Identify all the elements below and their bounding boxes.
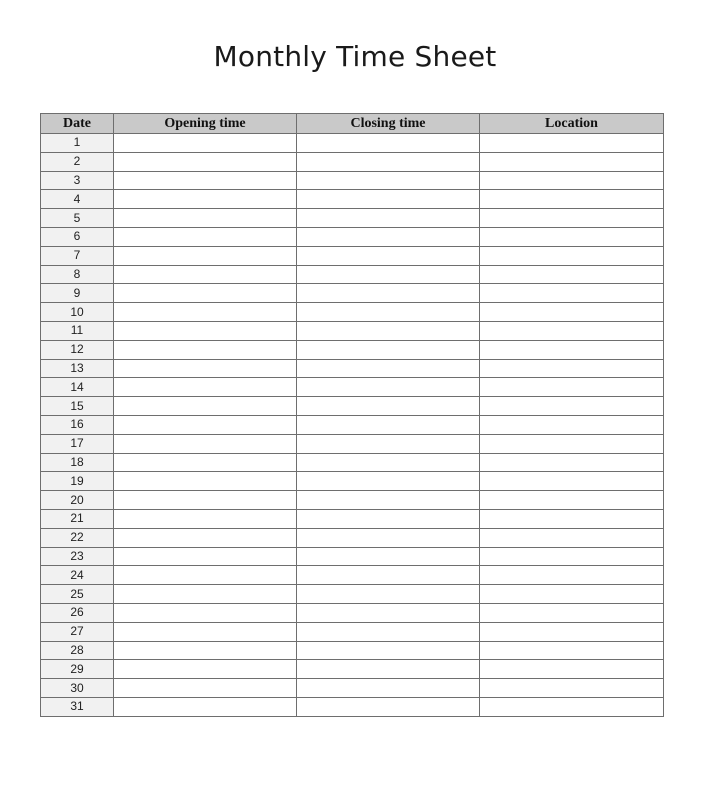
location-cell[interactable] xyxy=(480,491,664,510)
location-cell[interactable] xyxy=(480,152,664,171)
location-cell[interactable] xyxy=(480,660,664,679)
date-cell: 21 xyxy=(41,509,114,528)
location-cell[interactable] xyxy=(480,603,664,622)
table-row xyxy=(41,415,664,434)
table-row xyxy=(41,284,664,303)
date-cell: 17 xyxy=(41,434,114,453)
date-cell: 31 xyxy=(41,697,114,716)
closing-time-cell[interactable] xyxy=(297,340,480,359)
date-cell: 4 xyxy=(41,190,114,209)
closing-time-cell[interactable] xyxy=(297,359,480,378)
closing-time-cell[interactable] xyxy=(297,622,480,641)
opening-time-cell[interactable] xyxy=(114,660,297,679)
closing-time-cell[interactable] xyxy=(297,566,480,585)
page-title: Monthly Time Sheet xyxy=(213,40,497,73)
location-cell[interactable] xyxy=(480,227,664,246)
location-cell[interactable] xyxy=(480,679,664,698)
table-row xyxy=(41,622,664,641)
closing-time-cell[interactable] xyxy=(297,190,480,209)
closing-time-cell[interactable] xyxy=(297,265,480,284)
opening-time-cell[interactable] xyxy=(114,152,297,171)
opening-time-cell[interactable] xyxy=(114,491,297,510)
closing-time-cell[interactable] xyxy=(297,453,480,472)
location-cell[interactable] xyxy=(480,209,664,228)
date-cell: 3 xyxy=(41,171,114,190)
table-row xyxy=(41,697,664,716)
table-row xyxy=(41,566,664,585)
location-cell[interactable] xyxy=(480,509,664,528)
opening-time-cell[interactable] xyxy=(114,453,297,472)
closing-time-cell[interactable] xyxy=(297,679,480,698)
table-row xyxy=(41,209,664,228)
table-row xyxy=(41,134,664,153)
location-cell[interactable] xyxy=(480,641,664,660)
location-cell[interactable] xyxy=(480,321,664,340)
location-cell[interactable] xyxy=(480,246,664,265)
location-cell[interactable] xyxy=(480,359,664,378)
date-cell: 8 xyxy=(41,265,114,284)
opening-time-cell[interactable] xyxy=(114,679,297,698)
opening-time-cell[interactable] xyxy=(114,509,297,528)
opening-time-cell[interactable] xyxy=(114,340,297,359)
column-header-opening-time: Opening time xyxy=(114,114,297,134)
closing-time-cell[interactable] xyxy=(297,603,480,622)
location-cell[interactable] xyxy=(480,585,664,604)
closing-time-cell[interactable] xyxy=(297,152,480,171)
table-row xyxy=(41,603,664,622)
date-cell: 22 xyxy=(41,528,114,547)
date-cell: 2 xyxy=(41,152,114,171)
date-cell: 20 xyxy=(41,491,114,510)
date-cell: 15 xyxy=(41,397,114,416)
date-cell: 19 xyxy=(41,472,114,491)
table-row xyxy=(41,359,664,378)
opening-time-cell[interactable] xyxy=(114,641,297,660)
date-cell: 29 xyxy=(41,660,114,679)
table-row xyxy=(41,679,664,698)
closing-time-cell[interactable] xyxy=(297,660,480,679)
table-row xyxy=(41,434,664,453)
date-cell: 23 xyxy=(41,547,114,566)
opening-time-cell[interactable] xyxy=(114,528,297,547)
date-cell: 25 xyxy=(41,585,114,604)
opening-time-cell[interactable] xyxy=(114,227,297,246)
opening-time-cell[interactable] xyxy=(114,378,297,397)
table-body xyxy=(41,134,664,717)
date-cell: 6 xyxy=(41,227,114,246)
closing-time-cell[interactable] xyxy=(297,378,480,397)
date-cell: 10 xyxy=(41,303,114,322)
opening-time-cell[interactable] xyxy=(114,303,297,322)
table-row xyxy=(41,321,664,340)
opening-time-cell[interactable] xyxy=(114,697,297,716)
closing-time-cell[interactable] xyxy=(297,321,480,340)
location-cell[interactable] xyxy=(480,397,664,416)
closing-time-cell[interactable] xyxy=(297,303,480,322)
table-row xyxy=(41,472,664,491)
opening-time-cell[interactable] xyxy=(114,547,297,566)
table-row xyxy=(41,509,664,528)
opening-time-cell[interactable] xyxy=(114,415,297,434)
table-row xyxy=(41,491,664,510)
closing-time-cell[interactable] xyxy=(297,585,480,604)
location-cell[interactable] xyxy=(480,303,664,322)
closing-time-cell[interactable] xyxy=(297,397,480,416)
date-cell: 9 xyxy=(41,284,114,303)
location-cell[interactable] xyxy=(480,340,664,359)
opening-time-cell[interactable] xyxy=(114,265,297,284)
location-cell[interactable] xyxy=(480,528,664,547)
opening-time-cell[interactable] xyxy=(114,209,297,228)
closing-time-cell[interactable] xyxy=(297,134,480,153)
date-cell: 14 xyxy=(41,378,114,397)
table-row xyxy=(41,227,664,246)
location-cell[interactable] xyxy=(480,190,664,209)
column-header-date: Date xyxy=(41,114,114,134)
closing-time-cell[interactable] xyxy=(297,547,480,566)
date-cell: 11 xyxy=(41,321,114,340)
opening-time-cell[interactable] xyxy=(114,472,297,491)
location-cell[interactable] xyxy=(480,453,664,472)
time-sheet-table xyxy=(40,113,664,717)
table-row xyxy=(41,585,664,604)
table-row xyxy=(41,641,664,660)
location-cell[interactable] xyxy=(480,284,664,303)
table-row xyxy=(41,340,664,359)
closing-time-cell[interactable] xyxy=(297,209,480,228)
location-cell[interactable] xyxy=(480,171,664,190)
closing-time-cell[interactable] xyxy=(297,491,480,510)
table-row xyxy=(41,152,664,171)
opening-time-cell[interactable] xyxy=(114,190,297,209)
date-cell: 18 xyxy=(41,453,114,472)
table-row xyxy=(41,547,664,566)
table-row xyxy=(41,660,664,679)
closing-time-cell[interactable] xyxy=(297,472,480,491)
opening-time-cell[interactable] xyxy=(114,566,297,585)
opening-time-cell[interactable] xyxy=(114,397,297,416)
date-cell: 12 xyxy=(41,340,114,359)
closing-time-cell[interactable] xyxy=(297,434,480,453)
opening-time-cell[interactable] xyxy=(114,246,297,265)
location-cell[interactable] xyxy=(480,566,664,585)
date-cell: 7 xyxy=(41,246,114,265)
date-cell: 5 xyxy=(41,209,114,228)
location-cell[interactable] xyxy=(480,134,664,153)
date-cell: 27 xyxy=(41,622,114,641)
closing-time-cell[interactable] xyxy=(297,641,480,660)
opening-time-cell[interactable] xyxy=(114,434,297,453)
opening-time-cell[interactable] xyxy=(114,622,297,641)
date-cell: 13 xyxy=(41,359,114,378)
column-header-location: Location xyxy=(480,114,664,134)
opening-time-cell[interactable] xyxy=(114,171,297,190)
location-cell[interactable] xyxy=(480,378,664,397)
date-cell: 26 xyxy=(41,603,114,622)
date-cell: 30 xyxy=(41,679,114,698)
column-header-closing-time: Closing time xyxy=(297,114,480,134)
opening-time-cell[interactable] xyxy=(114,284,297,303)
table-row xyxy=(41,397,664,416)
closing-time-cell[interactable] xyxy=(297,284,480,303)
opening-time-cell[interactable] xyxy=(114,359,297,378)
table-row xyxy=(41,303,664,322)
table-row xyxy=(41,171,664,190)
location-cell[interactable] xyxy=(480,622,664,641)
header-row xyxy=(41,114,664,134)
location-cell[interactable] xyxy=(480,434,664,453)
table-row xyxy=(41,265,664,284)
opening-time-cell[interactable] xyxy=(114,321,297,340)
closing-time-cell[interactable] xyxy=(297,415,480,434)
location-cell[interactable] xyxy=(480,415,664,434)
closing-time-cell[interactable] xyxy=(297,528,480,547)
table-row xyxy=(41,453,664,472)
closing-time-cell[interactable] xyxy=(297,509,480,528)
closing-time-cell[interactable] xyxy=(297,227,480,246)
location-cell[interactable] xyxy=(480,547,664,566)
closing-time-cell[interactable] xyxy=(297,697,480,716)
location-cell[interactable] xyxy=(480,472,664,491)
closing-time-cell[interactable] xyxy=(297,246,480,265)
date-cell: 28 xyxy=(41,641,114,660)
opening-time-cell[interactable] xyxy=(114,585,297,604)
table-row xyxy=(41,190,664,209)
date-cell: 1 xyxy=(41,134,114,153)
closing-time-cell[interactable] xyxy=(297,171,480,190)
table-row xyxy=(41,246,664,265)
opening-time-cell[interactable] xyxy=(114,603,297,622)
date-cell: 16 xyxy=(41,415,114,434)
table-row xyxy=(41,528,664,547)
location-cell[interactable] xyxy=(480,265,664,284)
table-row xyxy=(41,378,664,397)
opening-time-cell[interactable] xyxy=(114,134,297,153)
date-cell: 24 xyxy=(41,566,114,585)
location-cell[interactable] xyxy=(480,697,664,716)
